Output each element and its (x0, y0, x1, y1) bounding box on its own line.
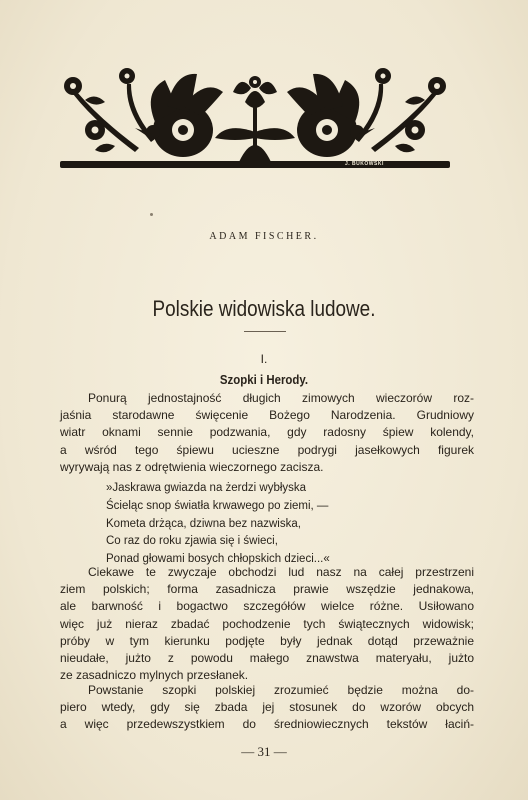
article-title: Polskie widowiska ludowe. (152, 296, 376, 321)
text-line: piero wtedy, gdy się zbada jej stosunek do wzorów obcych (60, 700, 474, 715)
paragraph-3 (60, 682, 474, 734)
text-line: a wśród tego śpiewu ucieszne podrygi jasełkowych figurek (60, 442, 474, 457)
verse-line: Ścieląc snop światła krwawego po ziemi, — (106, 499, 329, 512)
author-name: ADAM FISCHER. (209, 231, 319, 242)
section-number: I. (260, 352, 268, 366)
verse-line: Co raz do roku zjawia się i świeci, (106, 535, 278, 548)
verse-line: Ponad głowami bosych chłopskich dzieci...« (106, 553, 330, 566)
folk-peacock-ornament-icon (55, 62, 455, 177)
text-line: próby w tym kierunku podjęte były jednak dotąd przeważnie (60, 633, 474, 648)
print-speck (150, 213, 153, 216)
poem-quote (106, 480, 426, 569)
text-line: wyrywają nas z odrętwienia wieczornego zacisza. (60, 459, 324, 474)
text-line: ziem polskich; forma zasadnicza prawie wszędzie jednakowa, (60, 582, 474, 597)
text-line: ze zasadniczo mylnych przesłanek. (60, 668, 249, 683)
text-line: jaśnia starodawne święcenie Bożego Narodzenia. Grudniowy (60, 408, 474, 423)
verse-line: »Jaskrawa gwiazda na żerdzi wybłyska (106, 482, 307, 494)
verse-line: Kometa drżąca, dziwna bez nazwiska, (106, 517, 301, 530)
text-line: Powstanie szopki polskiej zrozumieć będzie można do- (88, 683, 474, 697)
section-title: Szopki i Herody. (219, 372, 309, 387)
text-line: Ponurą jednostajność długich zimowych wieczorów roz- (88, 391, 474, 405)
ornament-signature: J. BUKOWSKI (345, 161, 384, 167)
title-divider (244, 331, 286, 332)
text-line: a więc przedewszystkiem do średniowiecznych tekstów łaciń- (60, 717, 474, 732)
text-line: Ciekawe te zwyczaje obchodzi lud nasz na całej przestrzeni (88, 565, 474, 579)
text-line: więc już nieraz zbadać pochodzenie tych świątecznych widowisk; (60, 616, 474, 631)
paragraph-1 (60, 390, 474, 476)
page-number: — 31 — (241, 744, 287, 759)
text-line: ale barwność i bogactwo szczegółów wielce różne. Usiłowano (60, 599, 474, 614)
text-line: nieudałe, jużto z powodu małego znawstwa materyału, jużto (60, 651, 474, 666)
paragraph-2 (60, 564, 474, 684)
text-line: wiatr oknami sennie podzwania, gdy radosny śpiew kolendy, (60, 425, 474, 440)
